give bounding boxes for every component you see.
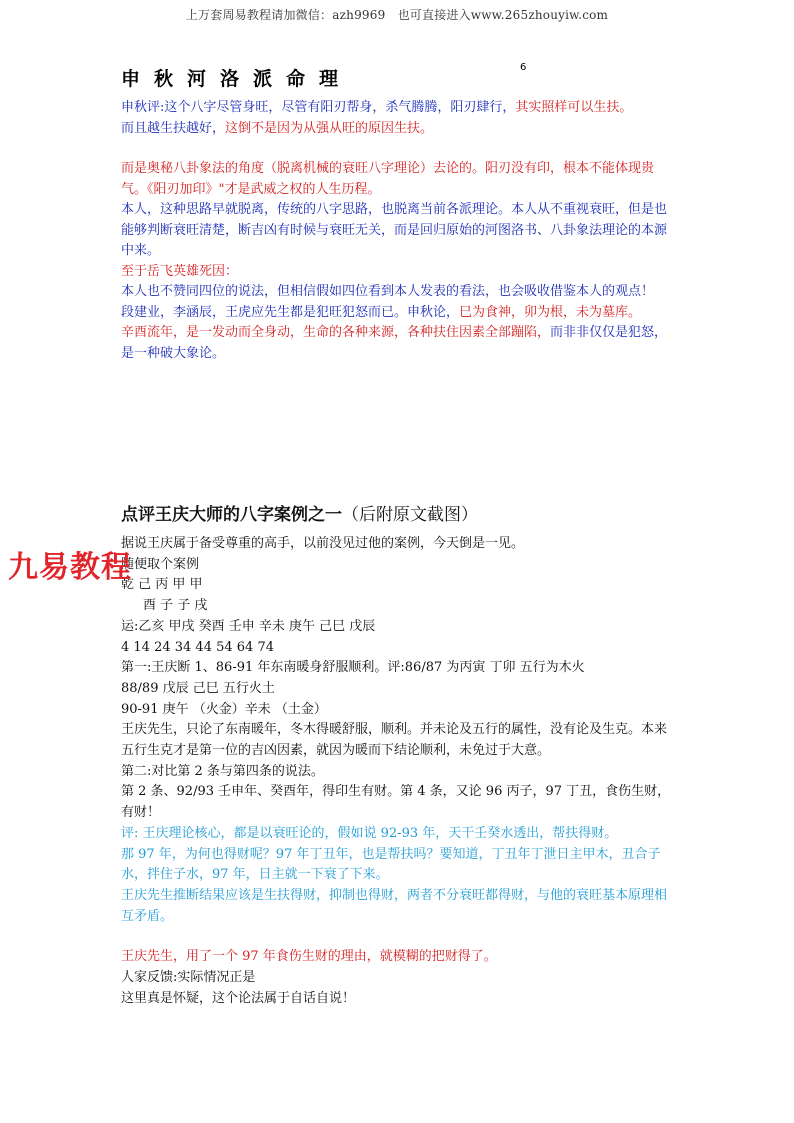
paragraph: 据说王庆属于备受尊重的高手，以前没见过他的案例，今天倒是一见。 [121, 536, 525, 551]
paragraph: 王庆先生，用了一个 97 年食伤生财的理由，就模糊的把财得了。 [121, 949, 497, 965]
paragraph: 人家反馈:实际情况正是 [121, 970, 256, 986]
paragraph: 而是奥秘八卦象法的角度（脱离机械的衰旺八字理论）去论的。阳刃没有印，根本不能体现贵气。《阳刃加印》"才是武威之权的人生历程。 [121, 161, 655, 197]
page-header: 上万套周易教程请加微信：azh9969 也可直接进入www.265zhouyiw.com [185, 8, 609, 22]
paragraph: 本人也不赞同四位的说法，但相信假如四位看到本人发表的看法，也会吸收借鉴本人的观点！ [121, 284, 655, 299]
paragraph: 而且越生扶越好，这倒不是因为从强从旺的原因生扶。 [121, 120, 434, 136]
paragraph: 申秋评:这个八字尽管身旺，尽管有阳刃帮身，杀气腾腾，阳刃肆行，其实照样可以生扶。 [121, 100, 633, 115]
watermark-logo: 九易教程 [8, 550, 132, 585]
paragraph: 乾 己 丙 甲 甲 [121, 577, 203, 593]
paragraph: 那 97 年，为何也得财呢？97 年丁丑年，也是帮扶吗？要知道，丁丑年丁泄日主甲木，丑合子水，拌住子水，97 年，日主就一下衰了下来。 [121, 846, 661, 883]
paragraph: 王庆先生推断结果应该是生扶得财，抑制也得财，两者不分衰旺都得财，与他的衰旺基本原理相互矛盾。 [121, 887, 668, 924]
paragraph: 这里真是怀疑，这个论法属于自话自说！ [121, 990, 356, 1006]
paragraph: 评: 王庆理论核心，都是以衰旺论的，假如说 92-93 年，天干壬癸水透出，帮扶得财。 [121, 825, 618, 841]
paragraph: 辛酉流年，是一发动而全身动，生命的各种来源，各种扶住因素全部蹦陷，而非非仅仅是犯怒，是一种破大象论。 [121, 325, 668, 361]
paragraph: 第一:王庆断 1、86-91 年东南暖身舒服顺利。评:86/87 为丙寅 丁卯 五行为木火 [121, 660, 585, 676]
paragraph: 酉 子 子 戌 [143, 598, 208, 614]
section-1 [121, 98, 679, 364]
paragraph: 本人，这种思路早就脱离，传统的八字思路，也脱离当前各派理论。本人从不重视衰旺，但是也能够判断衰旺清楚，断吉凶有时候与衰旺无关，而是回归原始的河图洛书、八卦象法理论的本源中来。 [121, 202, 668, 258]
paragraph: 88/89 戊辰 己巳 五行火土 [121, 680, 275, 696]
paragraph: 90-91 庚午 （火金）辛未 （土金） [121, 701, 327, 717]
paragraph: 运:乙亥 甲戌 癸酉 壬申 辛未 庚午 己巳 戊辰 [121, 618, 376, 634]
paragraph: 王庆先生，只论了东南暖年，冬木得暖舒服，顺利。并未论及五行的属性，没有论及生克。本来五行生克才是第一位的吉凶因素，就因为暖而下结论顺利，未免过于大意。 [121, 722, 668, 759]
document-title: 申秋河洛派命理 [121, 68, 353, 90]
section-title: 点评王庆大师的八字案例之一（后附原文截图） [121, 505, 478, 525]
page-number: 6 [520, 62, 527, 73]
paragraph: 段建业，李涵辰，王虎应先生都是犯旺犯怒而已。申秋论，巳为食神，卯为根，未为墓库。 [121, 304, 642, 320]
paragraph: 至于岳飞英雄死因： [121, 263, 239, 279]
paragraph: 随便取个案例 [121, 556, 200, 572]
paragraph: 第二:对比第 2 条与第四条的说法。 [121, 763, 324, 779]
section-2 [121, 534, 679, 1009]
paragraph: 第 2 条、92/93 壬申年、癸酉年，得印生有财。第 4 条，又论 96 丙子，97 丁丑，食伤生财，有财！ [121, 784, 671, 821]
paragraph: 4 14 24 34 44 54 64 74 [121, 639, 274, 655]
